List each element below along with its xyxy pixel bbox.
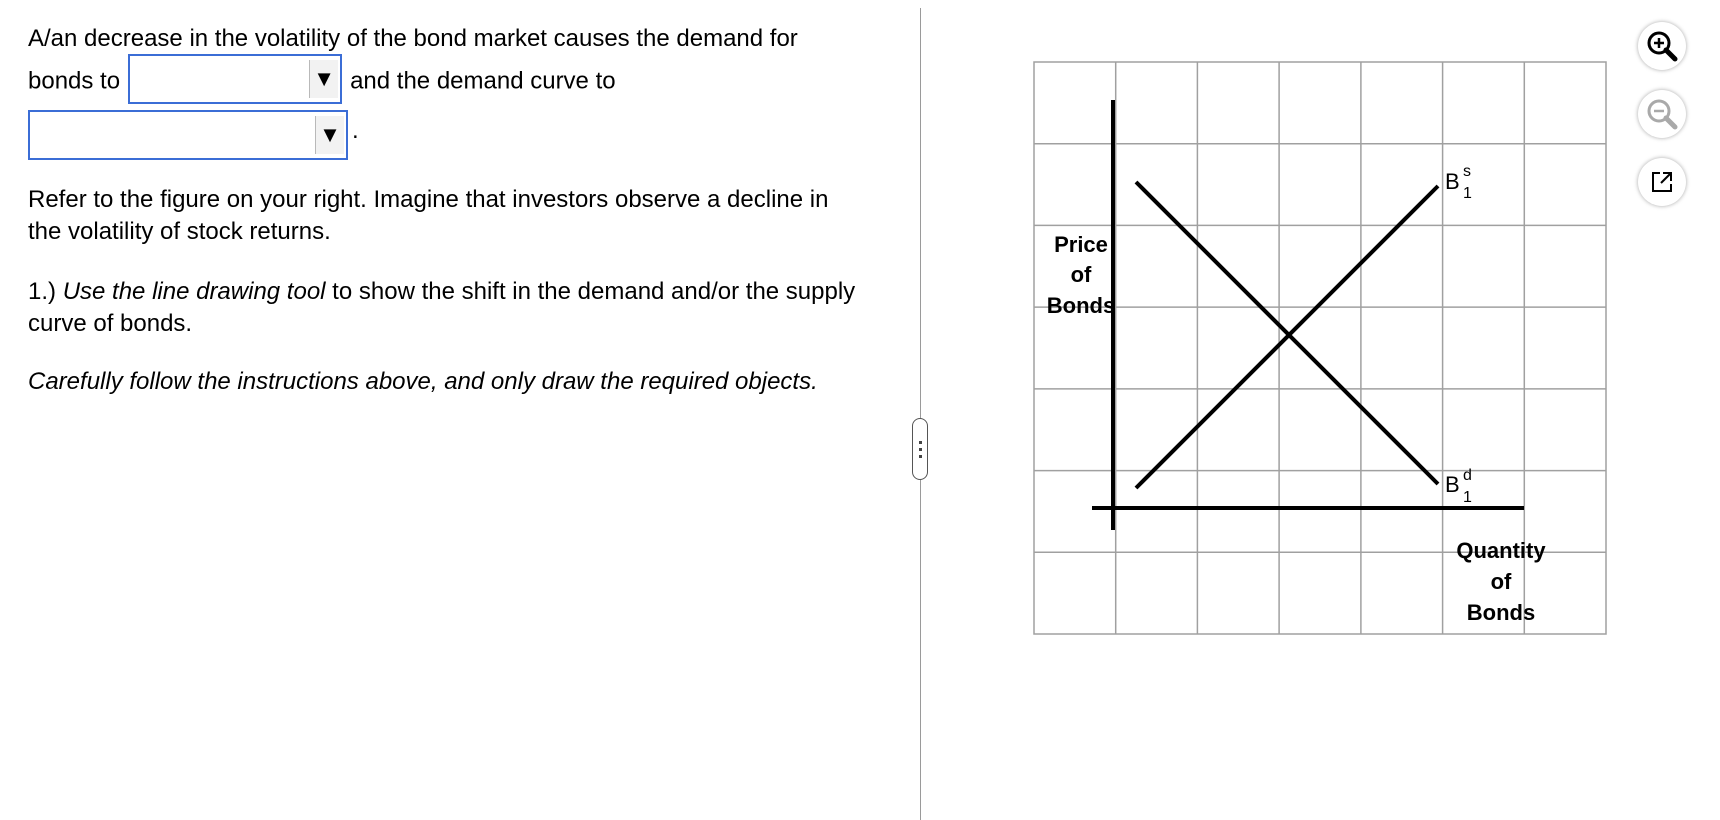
demand-direction-dropdown[interactable] xyxy=(128,54,342,104)
pane-resize-handle[interactable] xyxy=(912,418,928,480)
question-text-part2: and the demand curve to xyxy=(350,67,616,95)
demand-curve-label xyxy=(1445,467,1472,506)
instruction-paragraph: Refer to the figure on your right. Imagine that investors observe a decline in the volatility of stock returns. xyxy=(28,186,829,245)
svg-text:1: 1 xyxy=(1463,185,1472,202)
task-text: to show the shift in the demand and/or the supply curve of bonds. xyxy=(28,278,856,337)
dropdown-arrow-icon[interactable]: ▼ xyxy=(315,116,344,154)
pane-divider xyxy=(920,8,921,820)
question-text-part1: A/an decrease in the volatility of the bond market causes the demand for bonds to xyxy=(28,25,798,95)
zoom-in-button[interactable] xyxy=(1638,22,1686,70)
supply-demand-graph[interactable] xyxy=(1030,58,1610,638)
external-link-icon xyxy=(1649,169,1675,195)
task-tool-name: Use the line drawing tool xyxy=(62,278,326,305)
supply-curve-label xyxy=(1445,163,1472,202)
demand-curve[interactable] xyxy=(1136,182,1438,484)
task-number: 1.) xyxy=(28,278,63,305)
svg-text:B: B xyxy=(1445,472,1460,497)
supply-curve[interactable] xyxy=(1136,186,1438,488)
x-axis-label-line3: Bonds xyxy=(1466,600,1536,625)
zoom-out-icon xyxy=(1645,97,1679,131)
y-axis-label-line1: Price xyxy=(1054,232,1108,257)
y-axis-label-line3: Bonds xyxy=(1046,293,1116,318)
y-axis-label-line2: of xyxy=(1070,262,1092,287)
svg-text:1: 1 xyxy=(1463,489,1472,506)
x-axis-label-line2: of xyxy=(1490,569,1512,594)
caution-paragraph: Carefully follow the instructions above, and only draw the required objects. xyxy=(28,368,818,395)
sentence-period: . xyxy=(352,117,359,145)
zoom-out-button[interactable] xyxy=(1638,90,1686,138)
x-axis-label-line1: Quantity xyxy=(1456,538,1546,563)
curve-shift-dropdown[interactable] xyxy=(28,110,348,160)
svg-text:B: B xyxy=(1445,169,1460,194)
fill-in-question xyxy=(28,18,868,160)
dropdown-arrow-icon[interactable]: ▼ xyxy=(309,60,338,98)
svg-text:s: s xyxy=(1463,163,1471,180)
task-paragraph xyxy=(28,276,868,340)
svg-text:d: d xyxy=(1463,467,1472,484)
popout-button[interactable] xyxy=(1638,158,1686,206)
zoom-in-icon xyxy=(1645,29,1679,63)
